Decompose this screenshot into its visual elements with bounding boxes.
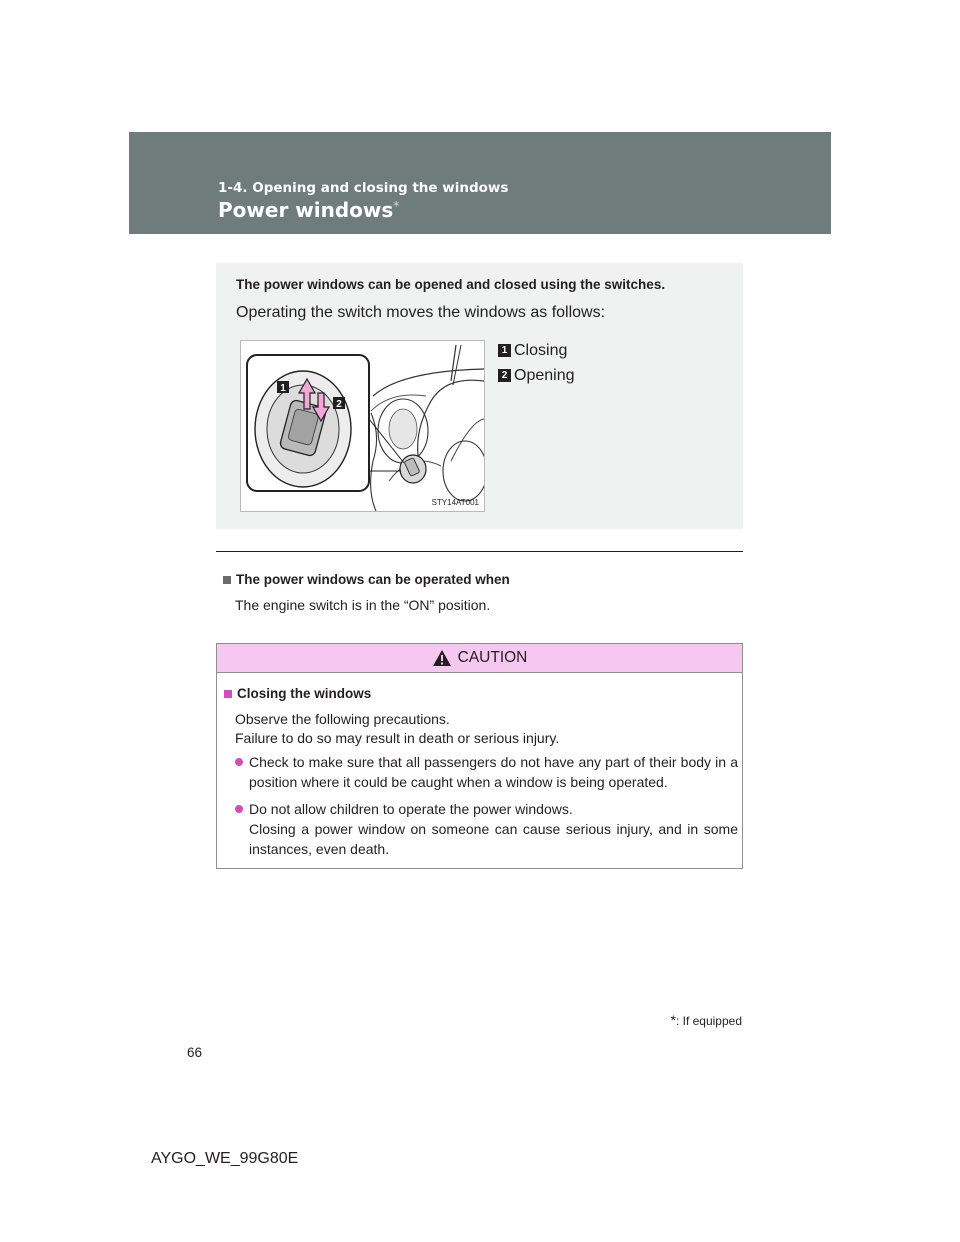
title-asterisk: * xyxy=(393,199,400,213)
caution-bullet-text: Closing a power window on someone can cause serious injury, and in some instances, even death. xyxy=(249,821,738,857)
section-label: 1-4. Opening and closing the windows xyxy=(218,180,509,196)
intro-operation: Operating the switch moves the windows as follows: xyxy=(236,304,606,321)
page-number: 66 xyxy=(187,1045,203,1060)
caution-header xyxy=(217,644,742,673)
callout-label: Opening xyxy=(514,366,575,384)
section-divider xyxy=(216,551,743,552)
callout-number: 1 xyxy=(498,344,511,357)
info-heading-text: The power windows can be operated when xyxy=(236,572,510,587)
caution-title xyxy=(224,686,371,701)
caution-box xyxy=(216,643,743,869)
caution-label: CAUTION xyxy=(457,649,528,666)
svg-text:1: 1 xyxy=(280,383,286,394)
caution-bullet xyxy=(235,799,738,859)
caution-bullet xyxy=(235,752,738,792)
square-bullet-icon xyxy=(223,576,231,584)
document-code: AYGO_WE_99G80E xyxy=(151,1150,299,1167)
asterisk-icon: * xyxy=(670,1012,676,1028)
footnote xyxy=(640,1012,742,1028)
callout-closing xyxy=(498,338,575,363)
callout-opening xyxy=(498,363,575,388)
bullet-dot-icon xyxy=(235,758,243,766)
caution-bullet-text: Check to make sure that all passengers do not have any part of their body in a position where it could be caught when a window is being operated. xyxy=(249,754,738,790)
bullet-dot-icon xyxy=(235,805,243,813)
footnote-text: : If equipped xyxy=(675,1014,742,1028)
page-title xyxy=(218,198,399,222)
caution-line: Failure to do so may result in death or serious injury. xyxy=(235,730,560,746)
info-body: The engine switch is in the “ON” position. xyxy=(235,597,491,613)
intro-box xyxy=(216,263,743,529)
square-bullet-icon xyxy=(224,690,232,698)
page-title-text: Power windows xyxy=(218,198,394,222)
intro-lead: The power windows can be opened and closed using the switches. xyxy=(236,277,666,292)
caution-bullet-text: Do not allow children to operate the power windows. xyxy=(249,801,573,817)
figure-code: STY14AT001 xyxy=(431,498,479,507)
callout-label: Closing xyxy=(514,341,568,359)
caution-line: Observe the following precautions. xyxy=(235,711,450,727)
callout-number: 2 xyxy=(498,369,511,382)
caution-title-text: Closing the windows xyxy=(237,686,372,701)
window-switch-illustration xyxy=(241,341,484,511)
callout-list xyxy=(498,338,575,388)
window-switch-figure xyxy=(240,340,485,512)
info-heading xyxy=(223,572,510,587)
warning-triangle-icon xyxy=(432,649,452,667)
svg-text:2: 2 xyxy=(336,399,342,410)
